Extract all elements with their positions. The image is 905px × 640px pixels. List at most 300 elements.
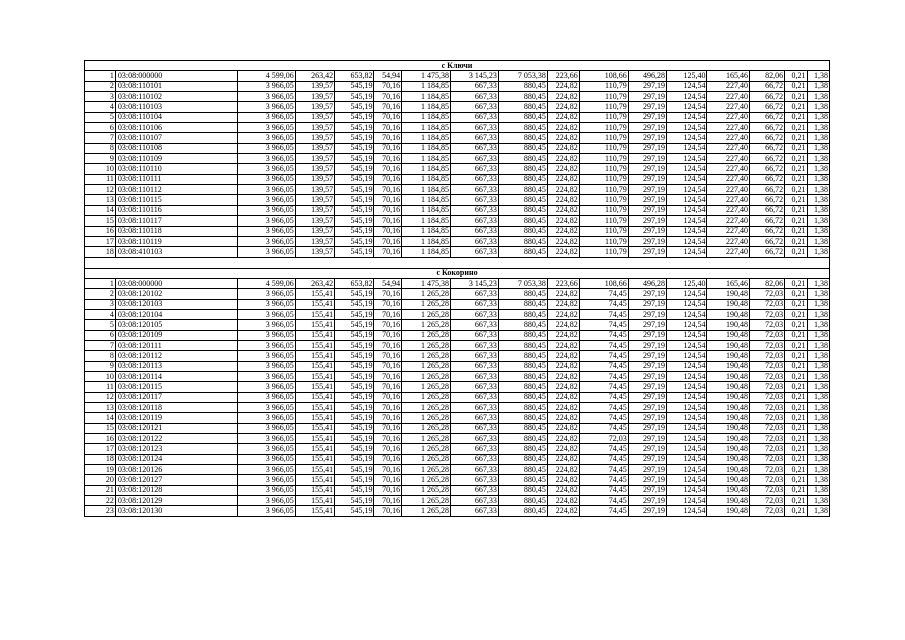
value-cell: 224,82 xyxy=(547,205,579,215)
value-cell: 72,03 xyxy=(750,371,785,381)
value-cell: 3 966,05 xyxy=(238,154,295,164)
value-cell: 190,48 xyxy=(707,475,750,485)
value-cell: 227,40 xyxy=(707,154,750,164)
value-cell: 70,16 xyxy=(374,403,402,413)
value-cell: 1,38 xyxy=(807,330,830,340)
value-cell: 224,82 xyxy=(547,403,579,413)
value-cell: 1,38 xyxy=(807,185,830,195)
row-number: 14 xyxy=(85,413,116,423)
table-row xyxy=(85,81,830,91)
value-cell: 4 599,06 xyxy=(238,278,295,288)
value-cell: 1 184,85 xyxy=(402,195,451,205)
value-cell: 124,54 xyxy=(667,309,707,319)
value-cell: 74,45 xyxy=(579,320,628,330)
cadastral-code: 03:08:110111 xyxy=(115,174,237,184)
value-cell: 70,16 xyxy=(374,123,402,133)
value-cell: 667,33 xyxy=(451,216,499,226)
value-cell: 124,54 xyxy=(667,413,707,423)
value-cell: 155,41 xyxy=(295,371,334,381)
value-cell: 224,82 xyxy=(547,154,579,164)
spacer-cell xyxy=(85,257,830,268)
value-cell: 190,48 xyxy=(707,340,750,350)
value-cell: 72,03 xyxy=(750,340,785,350)
value-cell: 1,38 xyxy=(807,444,830,454)
value-cell: 66,72 xyxy=(750,123,785,133)
value-cell: 1 265,28 xyxy=(402,485,451,495)
cadastral-code: 03:08:110104 xyxy=(115,112,237,122)
value-cell: 667,33 xyxy=(451,112,499,122)
value-cell: 224,82 xyxy=(547,309,579,319)
value-cell: 545,19 xyxy=(335,226,374,236)
value-cell: 224,82 xyxy=(547,485,579,495)
value-cell: 1 184,85 xyxy=(402,102,451,112)
value-cell: 545,19 xyxy=(335,371,374,381)
value-cell: 155,41 xyxy=(295,330,334,340)
value-cell: 0,21 xyxy=(785,143,807,153)
value-cell: 70,16 xyxy=(374,330,402,340)
value-cell: 297,19 xyxy=(628,454,666,464)
value-cell: 667,33 xyxy=(451,465,499,475)
cadastral-code: 03:08:000000 xyxy=(115,278,237,288)
value-cell: 139,57 xyxy=(295,205,334,215)
value-cell: 224,82 xyxy=(547,123,579,133)
value-cell: 66,72 xyxy=(750,164,785,174)
row-number: 16 xyxy=(85,226,116,236)
value-cell: 224,82 xyxy=(547,143,579,153)
table-row xyxy=(85,496,830,506)
value-cell: 1,38 xyxy=(807,403,830,413)
value-cell: 72,03 xyxy=(579,434,628,444)
value-cell: 7 053,38 xyxy=(498,278,547,288)
value-cell: 224,82 xyxy=(547,226,579,236)
value-cell: 880,45 xyxy=(498,361,547,371)
value-cell: 3 966,05 xyxy=(238,392,295,402)
value-cell: 74,45 xyxy=(579,351,628,361)
value-cell: 667,33 xyxy=(451,92,499,102)
data-table xyxy=(84,60,830,517)
value-cell: 223,66 xyxy=(547,278,579,288)
value-cell: 667,33 xyxy=(451,123,499,133)
cadastral-code: 03:08:120127 xyxy=(115,475,237,485)
value-cell: 0,21 xyxy=(785,174,807,184)
value-cell: 3 966,05 xyxy=(238,289,295,299)
value-cell: 297,19 xyxy=(628,123,666,133)
cadastral-code: 03:08:120123 xyxy=(115,444,237,454)
cadastral-code: 03:08:120109 xyxy=(115,330,237,340)
value-cell: 74,45 xyxy=(579,299,628,309)
cadastral-code: 03:08:120126 xyxy=(115,465,237,475)
row-number: 10 xyxy=(85,164,116,174)
value-cell: 3 966,05 xyxy=(238,309,295,319)
value-cell: 3 966,05 xyxy=(238,413,295,423)
value-cell: 72,03 xyxy=(750,413,785,423)
value-cell: 72,03 xyxy=(750,351,785,361)
section-header xyxy=(85,61,830,71)
cadastral-code: 03:08:120119 xyxy=(115,413,237,423)
value-cell: 125,40 xyxy=(667,71,707,81)
value-cell: 297,19 xyxy=(628,475,666,485)
value-cell: 190,48 xyxy=(707,382,750,392)
section-header xyxy=(85,268,830,278)
table-row xyxy=(85,475,830,485)
table-row xyxy=(85,309,830,319)
value-cell: 0,21 xyxy=(785,340,807,350)
value-cell: 667,33 xyxy=(451,475,499,485)
value-cell: 70,16 xyxy=(374,81,402,91)
value-cell: 0,21 xyxy=(785,371,807,381)
value-cell: 667,33 xyxy=(451,330,499,340)
value-cell: 1,38 xyxy=(807,133,830,143)
value-cell: 190,48 xyxy=(707,496,750,506)
value-cell: 124,54 xyxy=(667,299,707,309)
value-cell: 0,21 xyxy=(785,485,807,495)
row-number: 1 xyxy=(85,71,116,81)
value-cell: 155,41 xyxy=(295,392,334,402)
value-cell: 70,16 xyxy=(374,465,402,475)
value-cell: 0,21 xyxy=(785,506,807,516)
value-cell: 297,19 xyxy=(628,299,666,309)
value-cell: 110,79 xyxy=(579,92,628,102)
value-cell: 124,54 xyxy=(667,340,707,350)
value-cell: 70,16 xyxy=(374,154,402,164)
value-cell: 139,57 xyxy=(295,195,334,205)
value-cell: 190,48 xyxy=(707,444,750,454)
row-number: 3 xyxy=(85,92,116,102)
value-cell: 124,54 xyxy=(667,81,707,91)
value-cell: 155,41 xyxy=(295,465,334,475)
value-cell: 110,79 xyxy=(579,154,628,164)
cadastral-code: 03:08:120105 xyxy=(115,320,237,330)
value-cell: 74,45 xyxy=(579,454,628,464)
value-cell: 224,82 xyxy=(547,496,579,506)
value-cell: 667,33 xyxy=(451,164,499,174)
table-row xyxy=(85,444,830,454)
value-cell: 1,38 xyxy=(807,413,830,423)
value-cell: 110,79 xyxy=(579,247,628,257)
row-number: 12 xyxy=(85,185,116,195)
value-cell: 74,45 xyxy=(579,423,628,433)
table-row xyxy=(85,185,830,195)
value-cell: 70,16 xyxy=(374,236,402,246)
value-cell: 545,19 xyxy=(335,382,374,392)
value-cell: 124,54 xyxy=(667,506,707,516)
value-cell: 227,40 xyxy=(707,205,750,215)
value-cell: 1,38 xyxy=(807,475,830,485)
value-cell: 110,79 xyxy=(579,81,628,91)
value-cell: 3 966,05 xyxy=(238,475,295,485)
cadastral-code: 03:08:120115 xyxy=(115,382,237,392)
value-cell: 70,16 xyxy=(374,506,402,516)
value-cell: 1 184,85 xyxy=(402,164,451,174)
value-cell: 880,45 xyxy=(498,289,547,299)
value-cell: 1,38 xyxy=(807,143,830,153)
value-cell: 1,38 xyxy=(807,112,830,122)
value-cell: 110,79 xyxy=(579,226,628,236)
value-cell: 545,19 xyxy=(335,236,374,246)
table-row xyxy=(85,320,830,330)
value-cell: 124,54 xyxy=(667,226,707,236)
value-cell: 667,33 xyxy=(451,289,499,299)
value-cell: 880,45 xyxy=(498,444,547,454)
value-cell: 545,19 xyxy=(335,195,374,205)
value-cell: 297,19 xyxy=(628,133,666,143)
value-cell: 0,21 xyxy=(785,423,807,433)
value-cell: 124,54 xyxy=(667,465,707,475)
value-cell: 3 966,05 xyxy=(238,185,295,195)
value-cell: 70,16 xyxy=(374,205,402,215)
value-cell: 3 966,05 xyxy=(238,444,295,454)
row-number: 8 xyxy=(85,351,116,361)
value-cell: 155,41 xyxy=(295,403,334,413)
value-cell: 880,45 xyxy=(498,185,547,195)
table-row xyxy=(85,361,830,371)
table-row xyxy=(85,278,830,288)
value-cell: 66,72 xyxy=(750,112,785,122)
value-cell: 155,41 xyxy=(295,382,334,392)
value-cell: 880,45 xyxy=(498,434,547,444)
value-cell: 1,38 xyxy=(807,465,830,475)
row-number: 4 xyxy=(85,102,116,112)
value-cell: 66,72 xyxy=(750,133,785,143)
value-cell: 74,45 xyxy=(579,403,628,413)
table-row xyxy=(85,403,830,413)
table-row xyxy=(85,382,830,392)
value-cell: 1 184,85 xyxy=(402,133,451,143)
value-cell: 70,16 xyxy=(374,361,402,371)
value-cell: 0,21 xyxy=(785,278,807,288)
value-cell: 74,45 xyxy=(579,371,628,381)
cadastral-code: 03:08:120113 xyxy=(115,361,237,371)
value-cell: 0,21 xyxy=(785,382,807,392)
row-number: 6 xyxy=(85,123,116,133)
table-row xyxy=(85,216,830,226)
value-cell: 545,19 xyxy=(335,216,374,226)
value-cell: 190,48 xyxy=(707,403,750,413)
row-number: 20 xyxy=(85,475,116,485)
value-cell: 70,16 xyxy=(374,226,402,236)
value-cell: 124,54 xyxy=(667,164,707,174)
value-cell: 70,16 xyxy=(374,185,402,195)
value-cell: 70,16 xyxy=(374,133,402,143)
value-cell: 224,82 xyxy=(547,102,579,112)
value-cell: 297,19 xyxy=(628,403,666,413)
table-row xyxy=(85,434,830,444)
value-cell: 297,19 xyxy=(628,289,666,299)
value-cell: 1 475,38 xyxy=(402,71,451,81)
value-cell: 70,16 xyxy=(374,174,402,184)
value-cell: 74,45 xyxy=(579,392,628,402)
row-number: 13 xyxy=(85,403,116,413)
value-cell: 1 184,85 xyxy=(402,205,451,215)
value-cell: 3 966,05 xyxy=(238,164,295,174)
value-cell: 3 966,05 xyxy=(238,434,295,444)
value-cell: 0,21 xyxy=(785,71,807,81)
table-row xyxy=(85,247,830,257)
row-number: 18 xyxy=(85,454,116,464)
value-cell: 110,79 xyxy=(579,164,628,174)
value-cell: 1,38 xyxy=(807,195,830,205)
value-cell: 1 265,28 xyxy=(402,506,451,516)
value-cell: 880,45 xyxy=(498,309,547,319)
cadastral-code: 03:08:120117 xyxy=(115,392,237,402)
value-cell: 0,21 xyxy=(785,123,807,133)
value-cell: 1,38 xyxy=(807,102,830,112)
value-cell: 880,45 xyxy=(498,465,547,475)
value-cell: 1,38 xyxy=(807,216,830,226)
value-cell: 70,16 xyxy=(374,289,402,299)
value-cell: 108,66 xyxy=(579,278,628,288)
value-cell: 1,38 xyxy=(807,382,830,392)
value-cell: 1 184,85 xyxy=(402,154,451,164)
value-cell: 70,16 xyxy=(374,454,402,464)
value-cell: 880,45 xyxy=(498,205,547,215)
value-cell: 70,16 xyxy=(374,143,402,153)
value-cell: 72,03 xyxy=(750,299,785,309)
value-cell: 124,54 xyxy=(667,434,707,444)
value-cell: 72,03 xyxy=(750,444,785,454)
value-cell: 155,41 xyxy=(295,340,334,350)
value-cell: 545,19 xyxy=(335,423,374,433)
value-cell: 0,21 xyxy=(785,92,807,102)
value-cell: 545,19 xyxy=(335,102,374,112)
section-title: с Ключи xyxy=(85,61,830,71)
value-cell: 667,33 xyxy=(451,309,499,319)
value-cell: 3 966,05 xyxy=(238,236,295,246)
value-cell: 70,16 xyxy=(374,299,402,309)
value-cell: 297,19 xyxy=(628,506,666,516)
row-number: 2 xyxy=(85,289,116,299)
table-row xyxy=(85,226,830,236)
cadastral-code: 03:08:110101 xyxy=(115,81,237,91)
value-cell: 545,19 xyxy=(335,81,374,91)
value-cell: 74,45 xyxy=(579,465,628,475)
value-cell: 0,21 xyxy=(785,351,807,361)
value-cell: 1 265,28 xyxy=(402,361,451,371)
value-cell: 224,82 xyxy=(547,361,579,371)
value-cell: 545,19 xyxy=(335,475,374,485)
cadastral-code: 03:08:120111 xyxy=(115,340,237,350)
value-cell: 3 966,05 xyxy=(238,205,295,215)
value-cell: 124,54 xyxy=(667,330,707,340)
value-cell: 1,38 xyxy=(807,392,830,402)
value-cell: 880,45 xyxy=(498,351,547,361)
value-cell: 880,45 xyxy=(498,485,547,495)
value-cell: 545,19 xyxy=(335,205,374,215)
row-number: 15 xyxy=(85,423,116,433)
value-cell: 70,16 xyxy=(374,371,402,381)
value-cell: 1,38 xyxy=(807,361,830,371)
value-cell: 0,21 xyxy=(785,102,807,112)
value-cell: 880,45 xyxy=(498,475,547,485)
value-cell: 3 966,05 xyxy=(238,403,295,413)
value-cell: 124,54 xyxy=(667,351,707,361)
value-cell: 190,48 xyxy=(707,434,750,444)
value-cell: 653,82 xyxy=(335,71,374,81)
value-cell: 124,54 xyxy=(667,92,707,102)
value-cell: 139,57 xyxy=(295,216,334,226)
value-cell: 108,66 xyxy=(579,71,628,81)
value-cell: 155,41 xyxy=(295,289,334,299)
value-cell: 3 966,05 xyxy=(238,102,295,112)
value-cell: 72,03 xyxy=(750,485,785,495)
cadastral-code: 03:08:120102 xyxy=(115,289,237,299)
value-cell: 297,19 xyxy=(628,236,666,246)
value-cell: 1,38 xyxy=(807,226,830,236)
value-cell: 545,19 xyxy=(335,247,374,257)
value-cell: 1,38 xyxy=(807,485,830,495)
value-cell: 3 966,05 xyxy=(238,371,295,381)
value-cell: 3 966,05 xyxy=(238,112,295,122)
value-cell: 653,82 xyxy=(335,278,374,288)
value-cell: 667,33 xyxy=(451,413,499,423)
value-cell: 3 966,05 xyxy=(238,423,295,433)
value-cell: 3 966,05 xyxy=(238,92,295,102)
value-cell: 667,33 xyxy=(451,226,499,236)
value-cell: 190,48 xyxy=(707,330,750,340)
value-cell: 110,79 xyxy=(579,205,628,215)
value-cell: 1,38 xyxy=(807,309,830,319)
value-cell: 1 265,28 xyxy=(402,454,451,464)
value-cell: 227,40 xyxy=(707,143,750,153)
value-cell: 124,54 xyxy=(667,185,707,195)
value-cell: 139,57 xyxy=(295,154,334,164)
value-cell: 124,54 xyxy=(667,423,707,433)
cadastral-code: 03:08:110118 xyxy=(115,226,237,236)
value-cell: 70,16 xyxy=(374,475,402,485)
value-cell: 165,46 xyxy=(707,71,750,81)
value-cell: 1 265,28 xyxy=(402,340,451,350)
value-cell: 263,42 xyxy=(295,71,334,81)
value-cell: 1,38 xyxy=(807,247,830,257)
value-cell: 0,21 xyxy=(785,454,807,464)
value-cell: 1 265,28 xyxy=(402,434,451,444)
value-cell: 3 145,23 xyxy=(451,278,499,288)
value-cell: 1,38 xyxy=(807,278,830,288)
value-cell: 74,45 xyxy=(579,309,628,319)
value-cell: 3 966,05 xyxy=(238,247,295,257)
value-cell: 667,33 xyxy=(451,444,499,454)
value-cell: 72,03 xyxy=(750,392,785,402)
value-cell: 1 184,85 xyxy=(402,226,451,236)
table-row xyxy=(85,92,830,102)
value-cell: 880,45 xyxy=(498,330,547,340)
value-cell: 190,48 xyxy=(707,309,750,319)
value-cell: 70,16 xyxy=(374,92,402,102)
value-cell: 1 184,85 xyxy=(402,247,451,257)
value-cell: 1 265,28 xyxy=(402,475,451,485)
value-cell: 124,54 xyxy=(667,195,707,205)
value-cell: 1 184,85 xyxy=(402,236,451,246)
value-cell: 0,21 xyxy=(785,392,807,402)
value-cell: 1 184,85 xyxy=(402,123,451,133)
value-cell: 72,03 xyxy=(750,434,785,444)
value-cell: 1 265,28 xyxy=(402,403,451,413)
value-cell: 139,57 xyxy=(295,236,334,246)
value-cell: 3 966,05 xyxy=(238,351,295,361)
value-cell: 155,41 xyxy=(295,351,334,361)
value-cell: 0,21 xyxy=(785,195,807,205)
value-cell: 224,82 xyxy=(547,289,579,299)
value-cell: 110,79 xyxy=(579,195,628,205)
value-cell: 155,41 xyxy=(295,309,334,319)
row-number: 13 xyxy=(85,195,116,205)
value-cell: 880,45 xyxy=(498,506,547,516)
value-cell: 667,33 xyxy=(451,320,499,330)
value-cell: 124,54 xyxy=(667,454,707,464)
value-cell: 124,54 xyxy=(667,382,707,392)
value-cell: 667,33 xyxy=(451,143,499,153)
value-cell: 1,38 xyxy=(807,164,830,174)
